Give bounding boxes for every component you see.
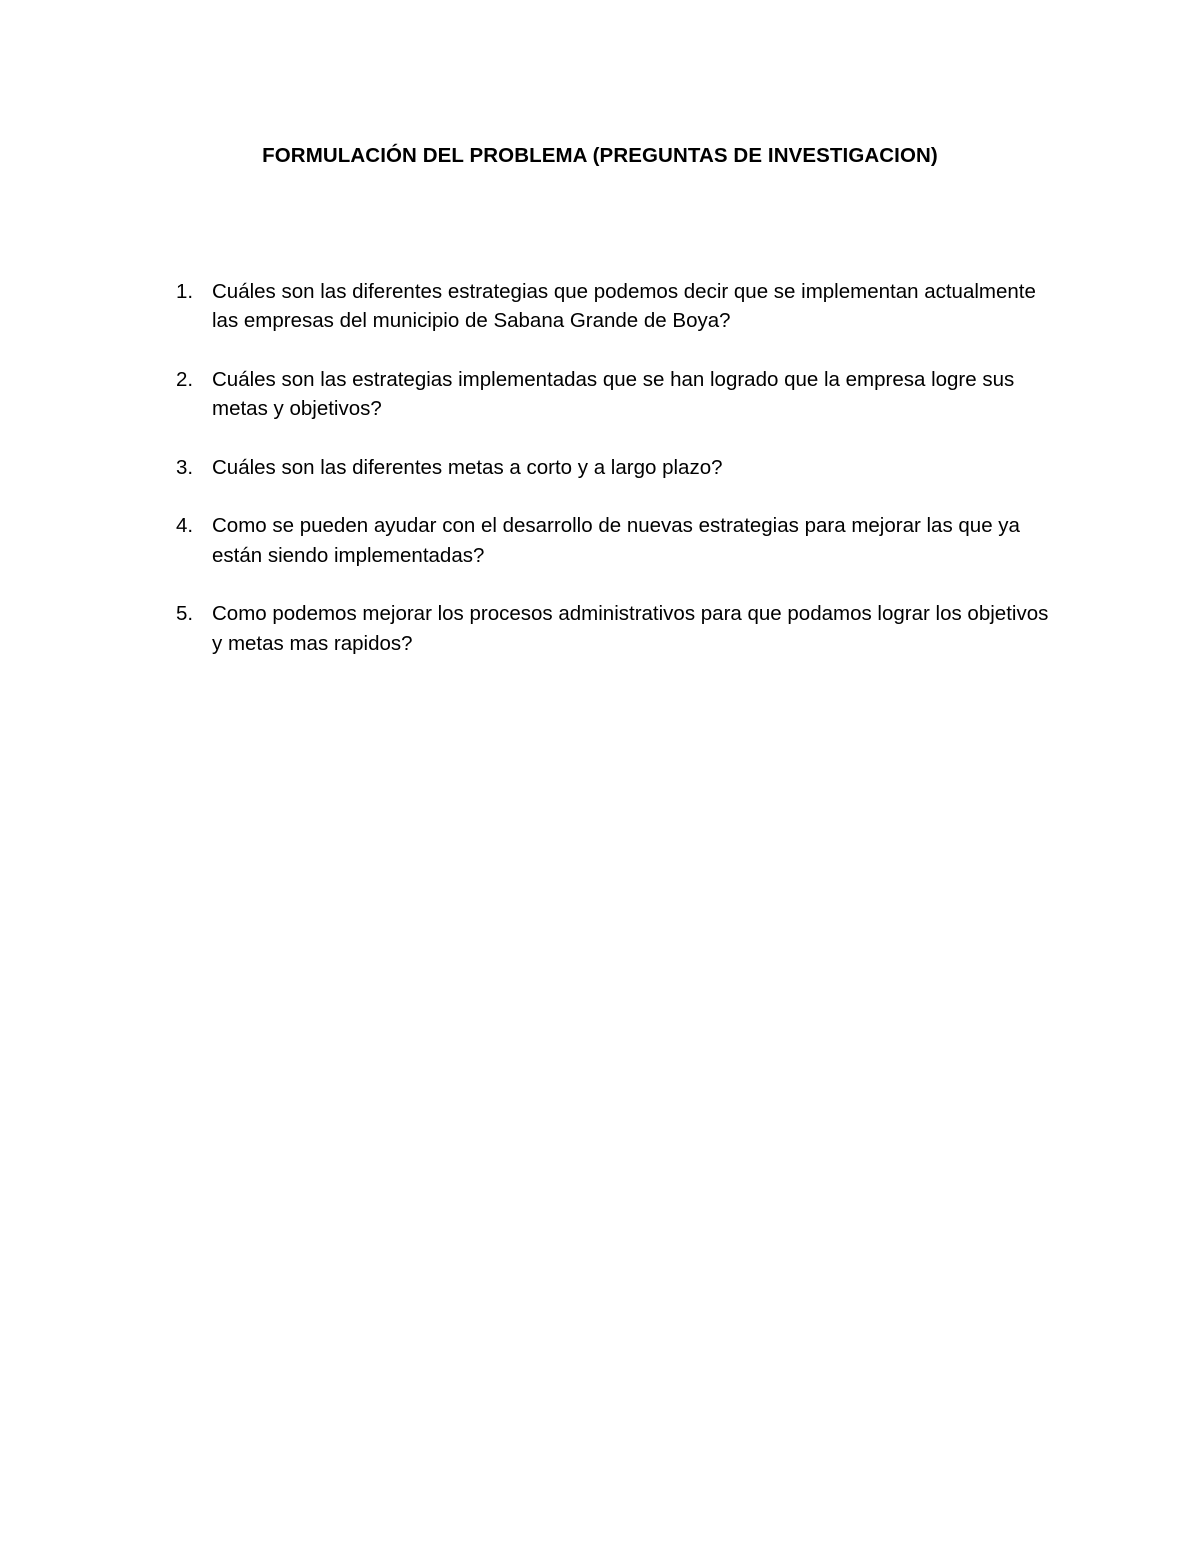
list-item: [172, 453, 1052, 482]
list-item-number: 2.: [176, 367, 194, 391]
list-item: [172, 599, 1052, 658]
list-item: [172, 277, 1052, 336]
list-item-number: 4.: [176, 514, 194, 538]
list-item: [172, 511, 1052, 570]
page-title: FORMULACIÓN DEL PROBLEMA (PREGUNTAS DE INVESTIGACION): [262, 144, 938, 167]
list-item-text: Cuáles son las estrategias implementadas que se han logrado que la empresa logre sus metas y objetivos?: [212, 367, 1015, 421]
list-item-number: 1.: [176, 280, 194, 303]
research-questions-list: [172, 277, 1052, 687]
list-item-text: Cuáles son las diferentes estrategias que podemos decir que se implementan actualmente las empresas del municipio de Sabana Grande de Boya?: [212, 280, 1036, 333]
list-item-text: Como se pueden ayudar con el desarrollo de nuevas estrategias para mejorar las que ya están siendo implementadas?: [212, 514, 1020, 567]
list-item-text: Como podemos mejorar los procesos administrativos para que podamos lograr los objetivos y metas mas rapidos?: [212, 602, 1049, 655]
list-item-text: Cuáles son las diferentes metas a corto y a largo plazo?: [212, 455, 723, 479]
list-item-number: 3.: [176, 455, 194, 479]
list-item-number: 5.: [176, 602, 194, 626]
list-item: [172, 365, 1052, 424]
